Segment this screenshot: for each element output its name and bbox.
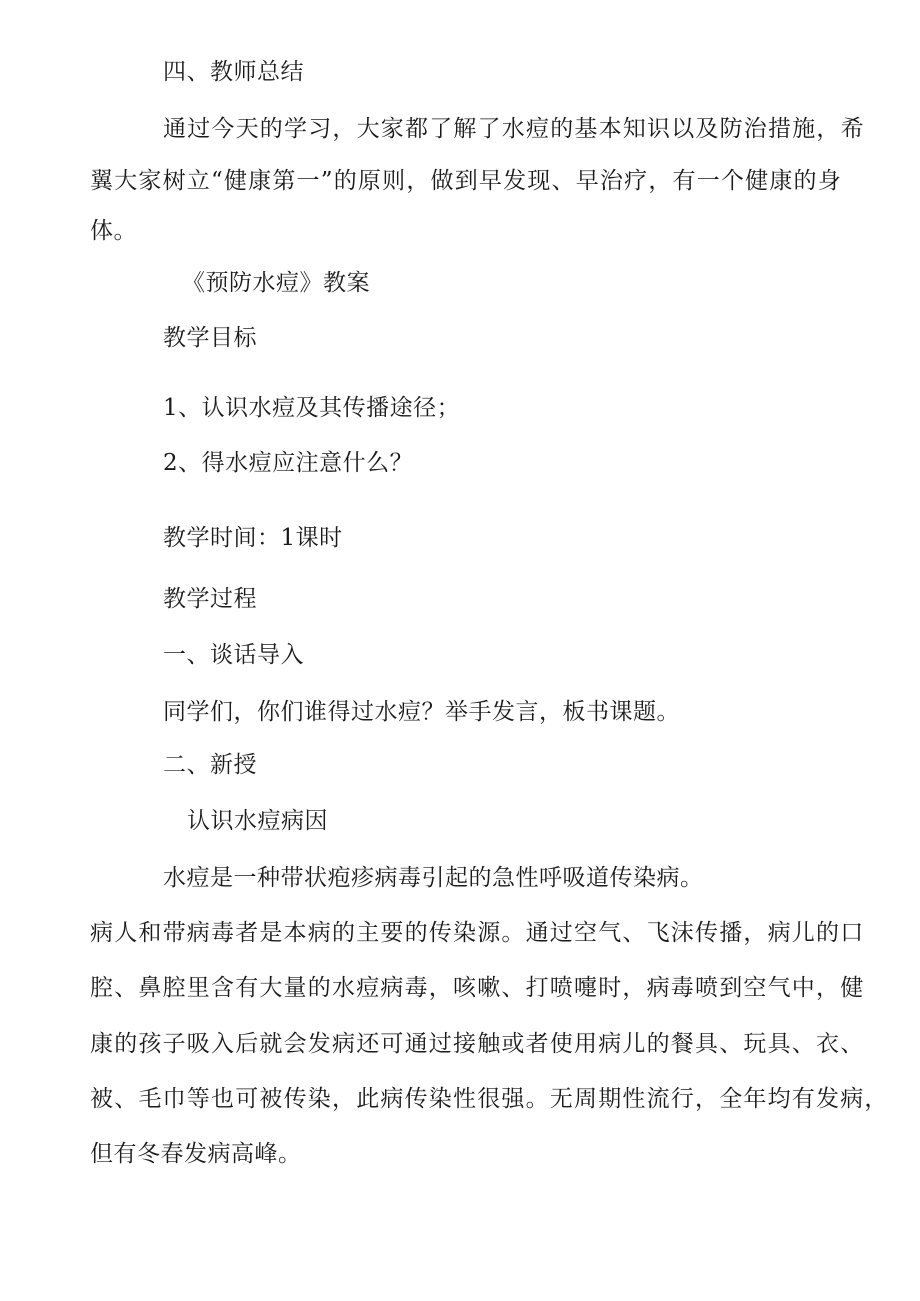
objective-1: 1、认识水痘及其传播途径；	[163, 395, 461, 421]
cause-subheading: 认识水痘病因	[187, 808, 328, 834]
objectives-heading: 教学目标	[163, 325, 257, 351]
cause-line-3: 康的孩子吸入后就会发病还可通过接触或者使用病儿的餐具、玩具、衣、	[90, 1031, 865, 1057]
cause-line-5: 但有冬春发病高峰。	[90, 1141, 302, 1167]
process-heading: 教学过程	[163, 586, 257, 612]
section-four-heading: 四、教师总结	[163, 59, 304, 85]
summary-line-2: 翼大家树立“健康第一”的原则，做到早发现、早治疗，有一个健康的身	[90, 168, 842, 194]
teaching-time: 教学时间：1课时	[163, 525, 343, 551]
summary-line-1: 通过今天的学习，大家都了解了水痘的基本知识以及防治措施，希	[163, 116, 865, 142]
summary-line-3: 体。	[90, 218, 137, 244]
cause-line-4: 被、毛巾等也可被传染，此病传染性很强。无周期性流行，全年均有发病，	[90, 1086, 889, 1112]
lesson-title: 《预防水痘》教案	[182, 270, 370, 296]
cause-line-1: 病人和带病毒者是本病的主要的传染源。通过空气、飞沫传播，病儿的口	[90, 920, 865, 946]
part-two-heading: 二、新授	[163, 752, 257, 778]
objective-2: 2、得水痘应注意什么？	[163, 450, 414, 476]
cause-intro: 水痘是一种带状疱疹病毒引起的急性呼吸道传染病。	[163, 865, 704, 891]
part-one-text: 同学们，你们谁得过水痘？举手发言，板书课题。	[163, 699, 680, 725]
part-one-heading: 一、谈话导入	[163, 642, 304, 668]
cause-line-2: 腔、鼻腔里含有大量的水痘病毒，咳嗽、打喷嚏时，病毒喷到空气中，健	[90, 975, 865, 1001]
